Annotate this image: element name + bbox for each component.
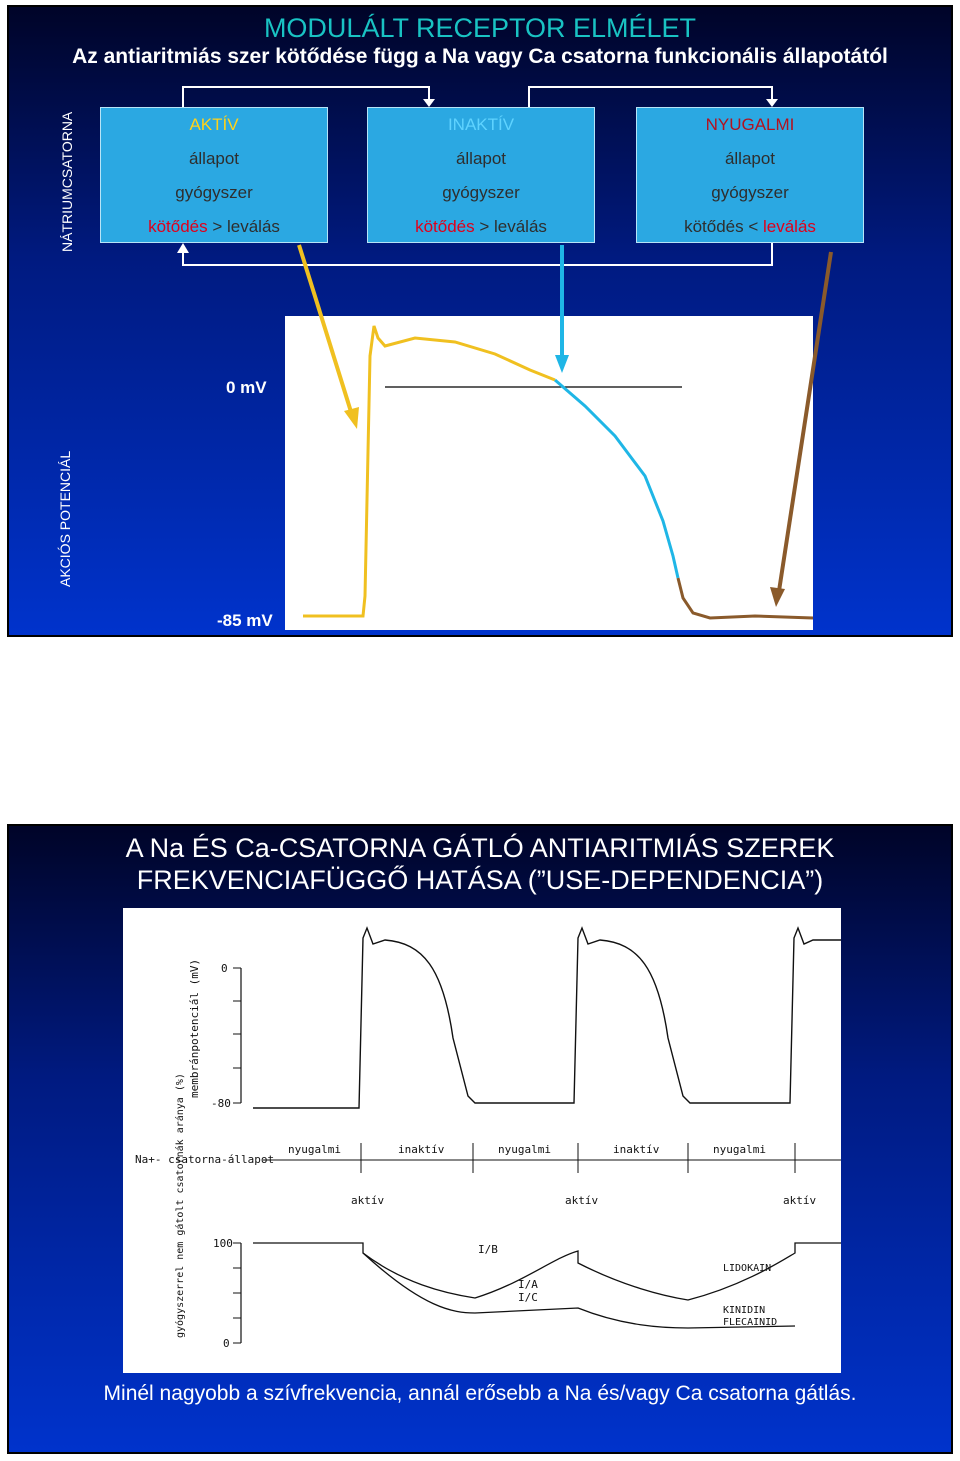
slide-use-dependence <box>7 824 953 1454</box>
slide-footer: Minél nagyobb a szívfrekvencia, annál erősebb a Na és/vagy Ca csatorna gátlás. <box>103 1382 857 1405</box>
class-label-2: I/C <box>518 1291 538 1304</box>
state-label-3: inaktív <box>613 1143 660 1156</box>
slide-title <box>9 832 951 896</box>
release-text: leválás <box>494 217 547 236</box>
membrane-axis-label: membránpotenciál (mV) <box>188 958 201 1098</box>
state-line: állapot <box>188 149 240 168</box>
state-line: gyógyszer <box>175 183 253 202</box>
action-potential-trace <box>253 928 841 1108</box>
ytick-0: 0 <box>221 962 228 975</box>
binding-text: kötődés <box>415 217 475 236</box>
action-potential-label: AKCIÓS POTENCIÁL <box>57 450 73 587</box>
state-label-0: nyugalmi <box>288 1143 341 1156</box>
release-text: leválás <box>763 217 816 236</box>
slide-modulated-receptor <box>7 5 953 637</box>
slide-title: MODULÁLT RECEPTOR ELMÉLET <box>263 13 697 43</box>
drug-label-1: KINIDIN <box>723 1305 766 1316</box>
resting-phase-arrow <box>779 252 831 591</box>
slide-subtitle: Az antiaritmiás szer kötődése függ a Na vagy Ca csatorna funkcionális állapotától <box>72 45 888 68</box>
state-label-2: nyugalmi <box>498 1143 551 1156</box>
drug-label-0: LIDOKAIN <box>723 1263 772 1274</box>
na-channel-state-label: Na+- csatorna-állapot <box>135 1153 275 1166</box>
title-line-2: FREKVENCIAFÜGGŐ HATÁSA (”USE-DEPENDENCIA”) <box>136 865 824 895</box>
ytick-100: 100 <box>213 1237 233 1250</box>
aktiv-label-1: aktív <box>565 1194 599 1207</box>
drug-label-2: FLECAINID <box>723 1317 778 1328</box>
class-label-0: I/B <box>478 1243 498 1256</box>
aktiv-label-0: aktív <box>351 1194 385 1207</box>
binding-text: kötődés <box>148 217 208 236</box>
sodium-channel-label: NÁTRIUMCSATORNA <box>59 111 75 252</box>
state-name: AKTÍV <box>189 115 239 134</box>
release-text: leválás <box>227 217 280 236</box>
ytick-bottom-0: 0 <box>223 1337 230 1350</box>
fraction-axis-label: gyógyszerrel nem gátolt csatornák aránya (%) <box>175 1073 186 1338</box>
active-arrowhead <box>344 407 359 429</box>
state-label-1: inaktív <box>398 1143 445 1156</box>
resting-arrowhead <box>770 587 785 607</box>
relation-operator: > <box>207 217 227 236</box>
state-label-4: nyugalmi <box>713 1143 766 1156</box>
use-dependence-svg <box>123 908 841 1373</box>
state-line: állapot <box>455 149 507 168</box>
ytick-minus80: -80 <box>211 1097 231 1110</box>
state-name: INAKTÍV <box>447 115 515 134</box>
active-phase-arrow <box>299 245 352 415</box>
class-label-1: I/A <box>518 1278 538 1291</box>
title-line-1: A Na ÉS Ca-CSATORNA GÁTLÓ ANTIARITMIÁS SZEREK <box>125 833 835 863</box>
use-dependence-figure <box>123 908 841 1373</box>
label-minus85mv: -85 mV <box>217 611 273 630</box>
label-0mv: 0 mV <box>226 378 267 397</box>
phase-arrows <box>9 7 955 639</box>
state-line: gyógyszer <box>442 183 520 202</box>
state-line: gyógyszer <box>711 183 789 202</box>
state-name: NYUGALMI <box>705 115 795 134</box>
inactive-arrowhead <box>555 355 569 373</box>
state-line: állapot <box>724 149 776 168</box>
relation-operator: > <box>474 217 494 236</box>
relation-operator: < <box>743 217 763 236</box>
aktiv-label-2: aktív <box>783 1194 817 1207</box>
binding-text: kötődés <box>684 217 744 236</box>
